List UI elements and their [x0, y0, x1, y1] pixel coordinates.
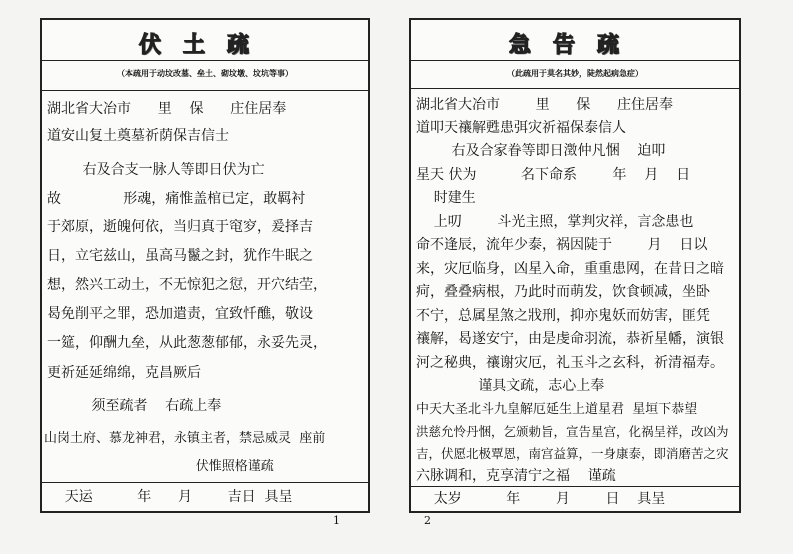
text-line: 山岗土府、慕龙神君，永镇主者，禁忌威灵 座前	[44, 431, 326, 446]
page-subtitle: （本疏用于动坟改墓、垒土、砌坟墩、坟坑等事）	[117, 69, 293, 78]
text-line: 伏惟照格谨疏	[47, 459, 274, 474]
text-line: 曷免削平之罪，恐加遣责，宜致忏醮，敬设	[47, 306, 313, 322]
document-page-right	[409, 18, 741, 513]
text-line: 太岁 年 月 日 具呈	[416, 491, 666, 507]
footer-divider	[411, 486, 739, 487]
text-line: 禳解，曷遂安宁，由是虔命羽流，恭祈星幡，演银	[416, 331, 724, 347]
page-title: 急告疏	[508, 33, 641, 58]
title-divider	[411, 60, 739, 61]
text-line: 星天 伏为 名下命系 年 月 日	[416, 167, 691, 183]
text-line: 日，立宅兹山，虽高马鬣之封，犹作牛眠之	[47, 248, 313, 264]
title-divider	[42, 60, 368, 61]
text-line: 谨具文疏，志心上奉	[416, 378, 605, 394]
subtitle-divider	[42, 90, 368, 91]
text-line: 湖北省大冶市 里 保 庄住居奉	[47, 101, 287, 117]
page-title: 伏土疏	[138, 33, 271, 58]
text-line: 命不逢辰，流年少泰，祸因陡于 月 日以	[416, 237, 708, 253]
text-line: 洪慈允怜丹悃，乞颁勅旨，宣告星宫，化祸呈祥，改凶为	[416, 424, 729, 439]
text-line: 一筵，仰酬九垒，从此葱葱郁郁，永妥先灵，	[47, 335, 327, 351]
text-line: 湖北省大冶市 里 保 庄住居奉	[416, 97, 674, 113]
page-number: 2	[424, 514, 431, 527]
text-line: 上叨 斗光主照，掌判灾祥，言念患也	[416, 214, 694, 230]
text-line: 河之秘典，禳谢灾厄，礼玉斗之玄科，祈清福寿。	[416, 355, 724, 371]
text-line: 天运 年 月 吉日 具呈	[47, 489, 293, 505]
text-line: 时建生	[416, 190, 476, 206]
text-line: 中天大圣北斗九皇解厄延生上道星君 星垣下恭望	[416, 402, 698, 417]
document-page-left	[40, 18, 370, 513]
text-line: 六脉调和，克享清宁之福 谨疏	[416, 468, 616, 484]
subtitle-divider	[411, 88, 739, 89]
text-line: 右及合家眷等即日澂仲凡悃 迫叩	[416, 143, 666, 159]
text-line: 故 形魂，痛惟盖棺已定，敢羁衬	[47, 191, 306, 207]
footer-divider	[42, 482, 368, 483]
text-line: 来，灾厄临身，凶星入命，重重患网，在昔日之暗	[416, 261, 724, 277]
text-line: 右及合支一脉人等即日伏为亡	[47, 162, 265, 178]
text-line: 道叩天禳解甦患弭灾祈福保泰信人	[416, 120, 626, 136]
text-line: 于郊原，逝魄何依，当归真于窀穸，爰择吉	[47, 219, 313, 235]
text-line: 想，然兴工动土，不无惊犯之愆，开穴结茔，	[47, 277, 327, 293]
text-line: 更祈延延绵绵，克昌厥后	[47, 365, 201, 381]
text-line: 疴，叠叠病根，乃此时而萌发，饮食顿减，坐卧	[416, 284, 710, 300]
text-line: 吉，伏愿北极覃恩，南宫益算，一身康泰，即消磨苦之灾	[416, 446, 729, 461]
text-line: 道安山复土奠墓祈荫保吉信士	[47, 128, 229, 144]
text-line: 不宁，总属星煞之戕刑，抑亦鬼妖而妨害，匪凭	[416, 308, 710, 324]
text-line: 须至疏者 右疏上奉	[47, 398, 222, 414]
page-subtitle: （此疏用于莫名其妙，陡然起病急症）	[507, 69, 643, 78]
page-number: 1	[333, 514, 340, 527]
